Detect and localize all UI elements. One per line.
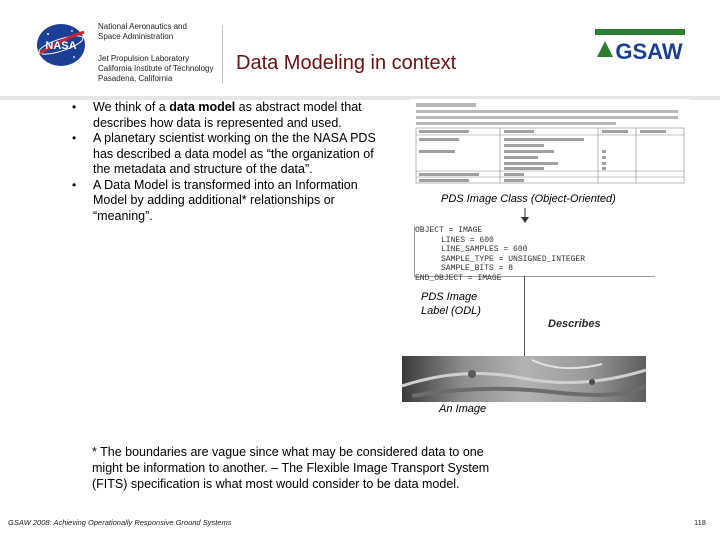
class-caption: PDS Image Class (Object-Oriented) [441, 193, 616, 205]
bullet-item: • We think of a data model as abstract model that describes how data is represented and used. [72, 100, 362, 130]
slide-title: Data Modeling in context [236, 52, 457, 74]
bullet-dot-icon: • [72, 177, 77, 192]
bullet-list [72, 100, 392, 224]
pds-class-table-image [410, 99, 690, 185]
slide-header [0, 0, 720, 100]
bullet-dot-icon: • [72, 131, 77, 145]
bullet-item: • A planetary scientist working on the the NASA PDS has described a data model as “the organization of the metadata and structure of the data”. [72, 131, 376, 176]
describes-label: Describes [548, 318, 601, 330]
bullet-item: • A Data Model is transformed into an Information Model by adding additional* relationships or “meaning”. [72, 177, 358, 223]
gsaw-logo-icon [593, 27, 687, 65]
footnote: * The boundaries are vague since what may be considered data to one might be information to another. – The Flexible Image Transport System (FITS) specification is what most would consider to be data model. [92, 445, 490, 491]
label-line: OBJECT = IMAGE [415, 226, 483, 235]
label-line: LINE_SAMPLES = 600 [441, 245, 528, 254]
nasa-logo-text: NASA [45, 40, 77, 52]
planetary-image [402, 356, 646, 402]
page-number: 118 [694, 518, 706, 527]
odl-caption: PDS Image Label (ODL) [421, 291, 481, 317]
org-name: National Aeronautics and Space Administration [98, 22, 187, 41]
label-line: SAMPLE_BITS = 8 [441, 264, 514, 273]
arrow-down-icon [520, 208, 530, 224]
footer-conference: GSAW 2008: Achieving Operationally Responsive Ground Systems [8, 518, 232, 527]
nasa-logo-icon [34, 22, 88, 68]
connector-line [524, 276, 525, 356]
label-line: LINES = 600 [441, 235, 494, 245]
gsaw-logo-text: GSAW [615, 39, 683, 64]
bullet-dot-icon: • [72, 100, 77, 114]
label-line: END_OBJECT = IMAGE [415, 273, 502, 283]
header-divider [222, 26, 223, 84]
jpl-address: Jet Propulsion Laboratory California Institute of Technology Pasadena, California [98, 54, 214, 83]
image-caption: An Image [439, 403, 487, 415]
label-line: SAMPLE_TYPE = UNSIGNED_INTEGER [441, 254, 586, 264]
pds-label-image [414, 226, 655, 283]
